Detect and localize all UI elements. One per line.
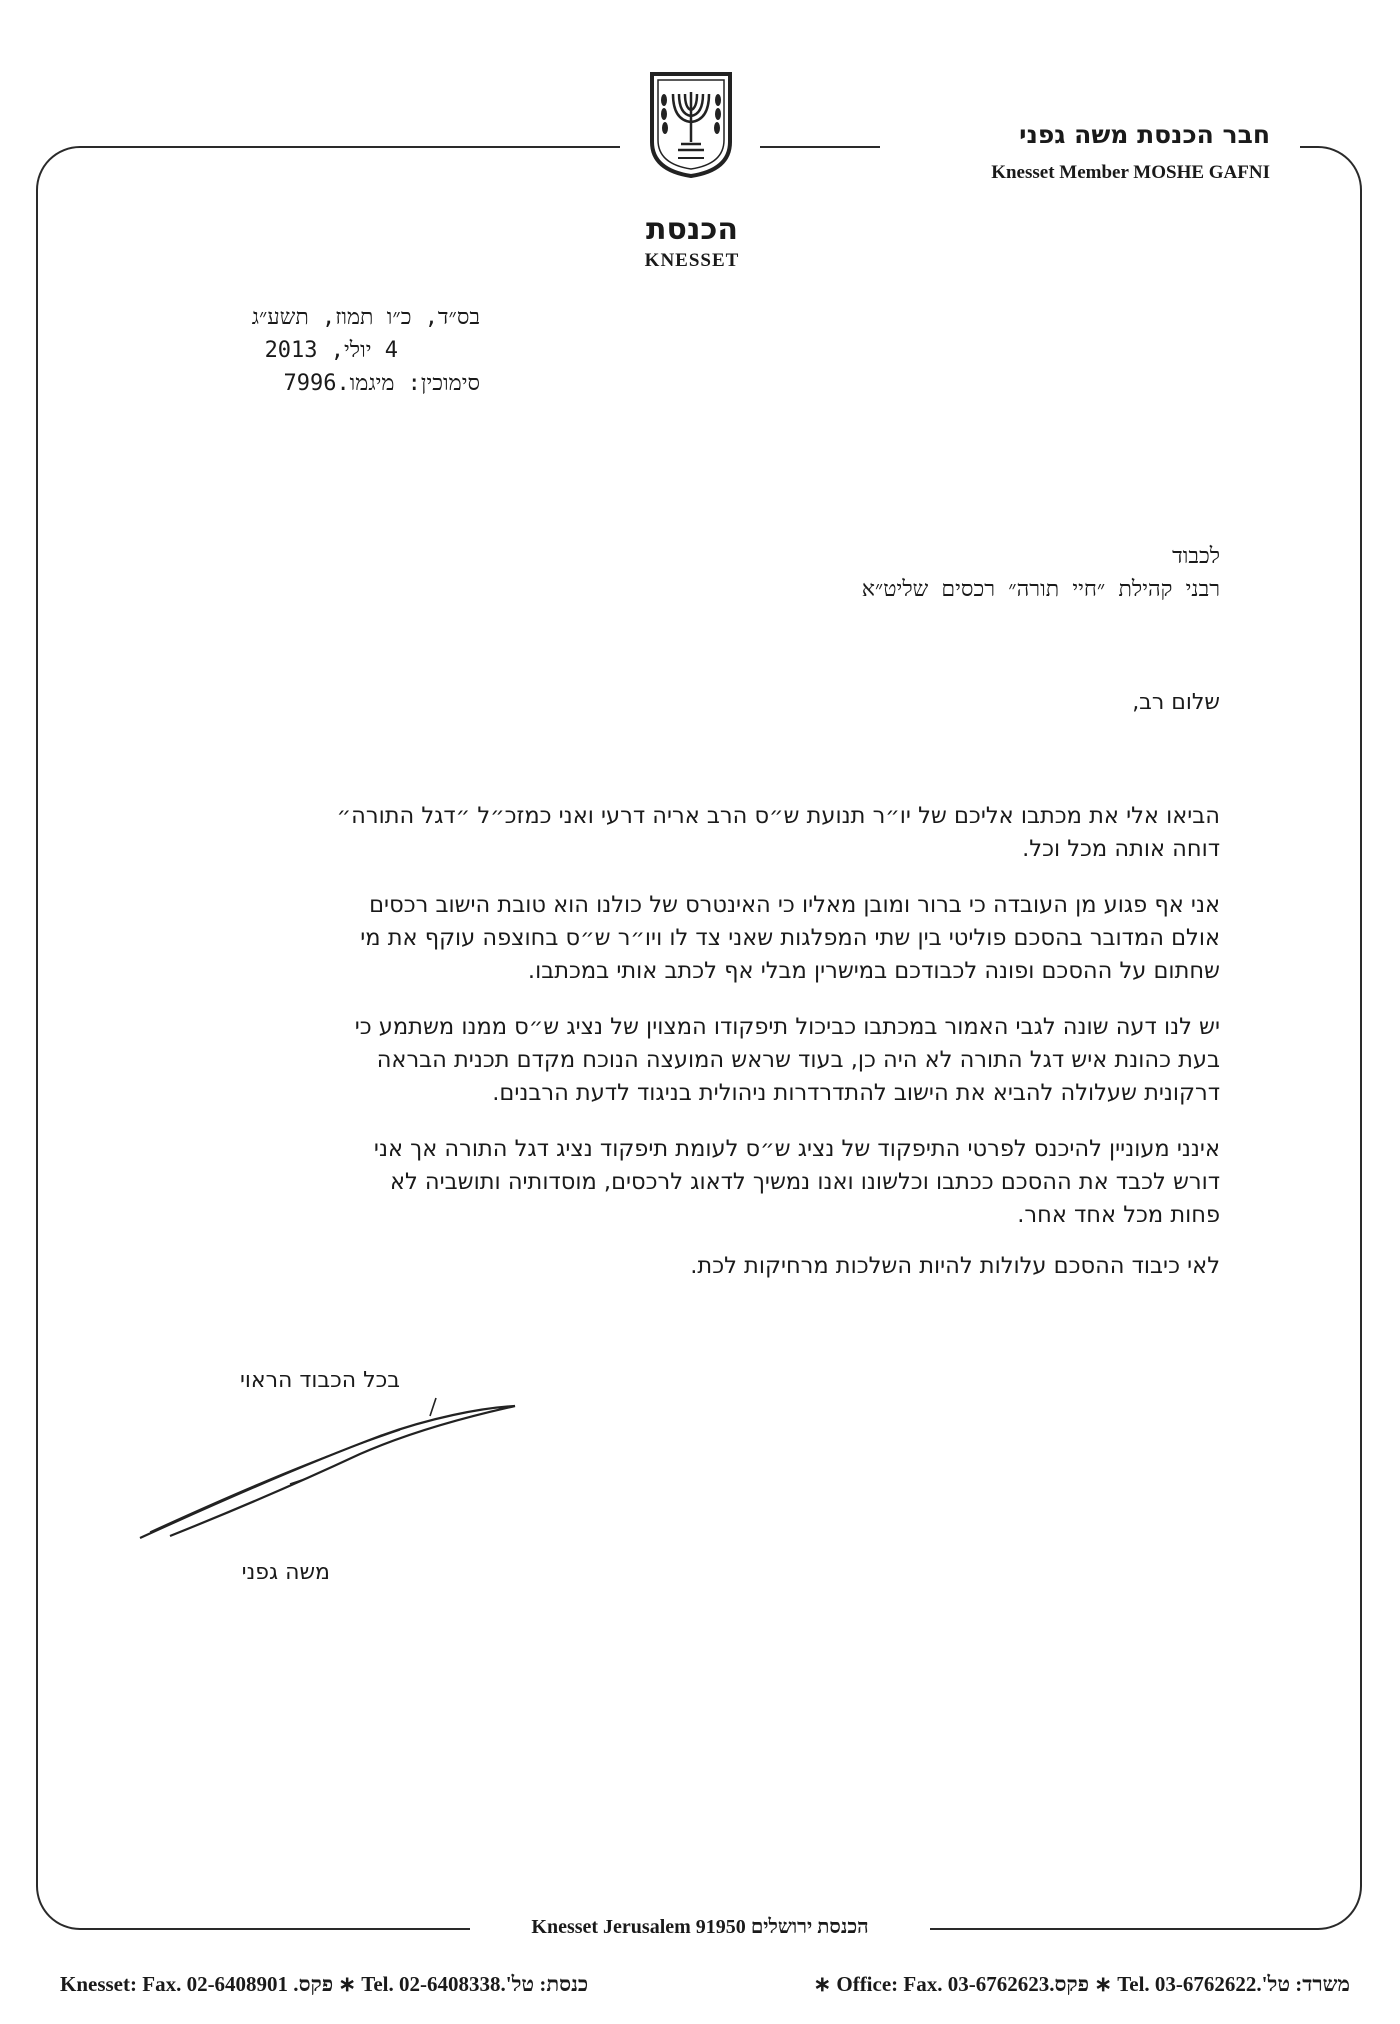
paragraph-line: דרקונית שעלולה להביא את הישוב להתדרדרות ניהולית בניגוד לדעת הרבנים. xyxy=(492,1080,1220,1106)
closing-phrase: בכל הכבוד הראוי xyxy=(240,1368,400,1393)
body-paragraph-1 xyxy=(210,800,1220,866)
body-paragraph-4 xyxy=(210,1133,1220,1232)
gregorian-date: 4 יולי, 2013 xyxy=(264,338,398,363)
footer-contact-bar xyxy=(60,1972,1350,1997)
knesset-title-english: KNESSET xyxy=(644,250,740,271)
greeting: שלום רב, xyxy=(1132,690,1220,715)
paragraph-line: שחתום על ההסכם ופונה לכבודכם במישרין מבלי אף לכתב אותי במכתבו. xyxy=(527,958,1220,984)
signer-name: משה גפני xyxy=(241,1560,330,1585)
paragraph-line: דוחה אותה מכל וכל. xyxy=(1022,836,1220,862)
recipient-salutation: לכבוד xyxy=(1172,544,1220,569)
paragraph-line: אולם המדובר בהסכם פוליטי בין שתי המפלגות שאני צד לו ויו״ר ש״ס בחוצפה עוקף את מי xyxy=(360,925,1220,951)
member-title-english: Knesset Member MOSHE GAFNI xyxy=(991,162,1270,183)
paragraph-line: לאי כיבוד ההסכם עלולות להיות השלכות מרחיקות לכת. xyxy=(690,1253,1220,1279)
reference-number: סימוכין: מיגמו.7996 xyxy=(283,371,480,396)
handwritten-signature-icon xyxy=(130,1396,520,1546)
footer-knesset-contact: Knesset: Fax. 02-6408901 .פקס ∗ Tel. 02-6408338.'כנסת: טל xyxy=(60,1972,589,1996)
body-paragraph-3 xyxy=(210,1011,1220,1110)
menorah-emblem-icon xyxy=(648,70,734,180)
footer-office-contact: ∗ Office: Fax. 03-6762623.פקס ∗ Tel. 03-6762622.'משרד: טל xyxy=(813,1972,1350,1996)
paragraph-line: אני אף פגוע מן העובדה כי ברור ומובן מאליו כי האינטרס של כולנו הוא טובת הישוב רכסים xyxy=(369,892,1220,918)
paragraph-line: דורש לכבד את ההסכם ככתבו וכלשונו ואנו נמשיך לדאוג לרכסים, מוסדותיה ותושביה לא xyxy=(389,1169,1220,1195)
paragraph-line: פחות מכל אחד אחר. xyxy=(1017,1202,1220,1228)
member-title-hebrew: חבר הכנסת משה גפני xyxy=(1019,120,1270,149)
paragraph-line: הביאו אלי את מכתבו אליכם של יו״ר תנועת ש״ס הרב אריה דרעי ואני כמזכ״ל ״דגל התורה״ xyxy=(336,803,1220,829)
footer-address: Knesset Jerusalem 91950 הכנסת ירושלים xyxy=(470,1916,930,1939)
recipient-name: רבני קהילת ״חיי תורה״ רכסים שליט״א xyxy=(861,577,1220,602)
paragraph-line: יש לנו דעה שונה לגבי האמור במכתבו כביכול תיפקודו המצוין של נציג ש״ס ממנו משתמע כי xyxy=(354,1014,1220,1040)
hebrew-date: בס״ד, כ״ו תמוז, תשע״ג xyxy=(251,305,480,330)
body-paragraph-2 xyxy=(210,889,1220,988)
paragraph-line: אינני מעוניין להיכנס לפרטי התיפקוד של נציג ש״ס לעומת תיפקוד נציג דגל התורה אך אני xyxy=(373,1136,1220,1162)
knesset-title-hebrew: הכנסת xyxy=(645,212,739,247)
paragraph-line: בעת כהונת איש דגל התורה לא היה כן, בעוד שראש המועצה הנוכח מקדם תכנית הבראה xyxy=(376,1047,1220,1073)
body-paragraph-5 xyxy=(210,1250,1220,1283)
